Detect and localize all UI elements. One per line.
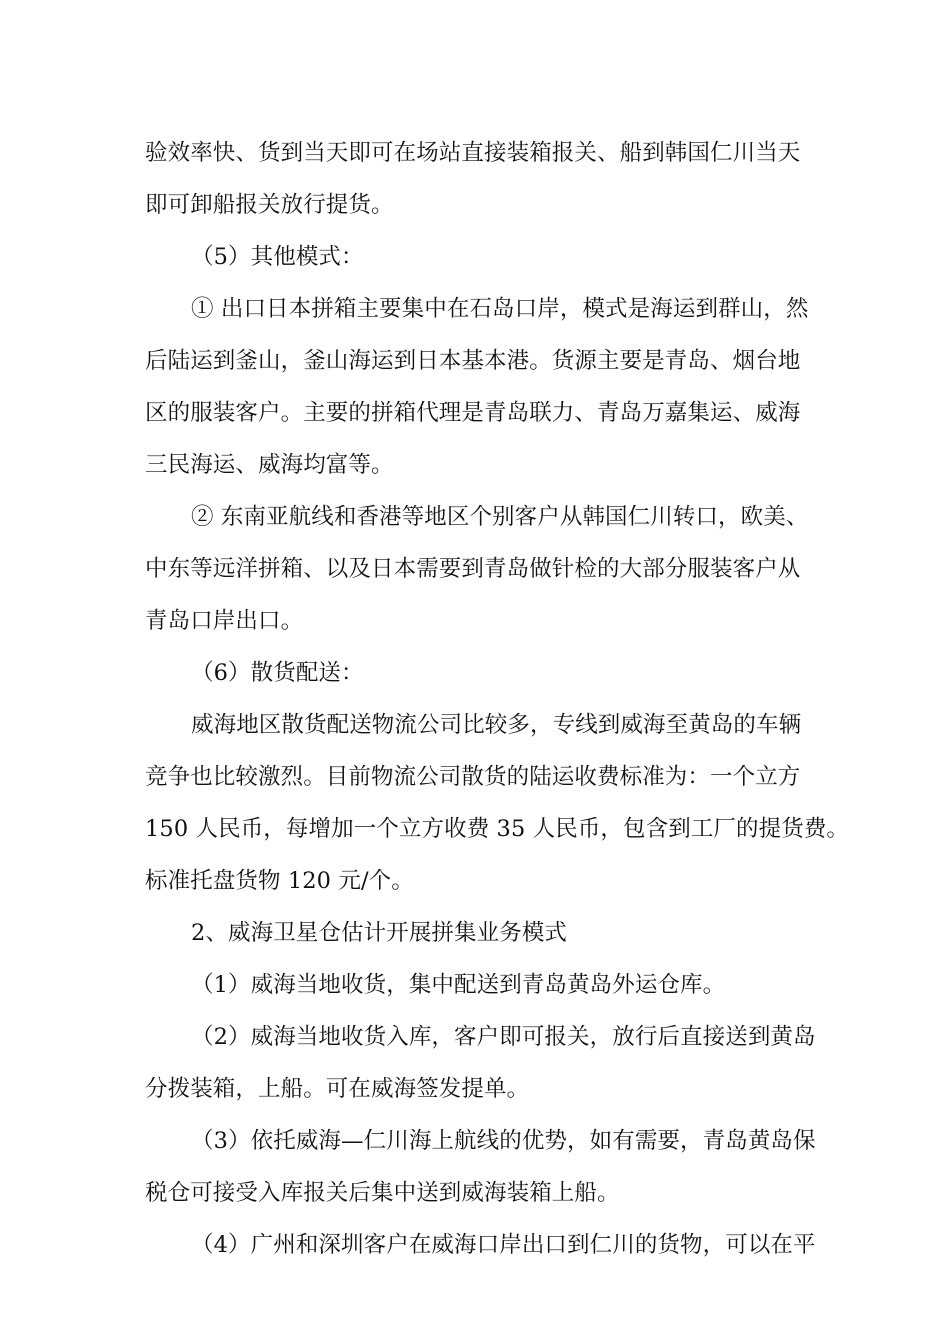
section-heading: （6）散货配送： [191, 660, 364, 686]
paragraph-line: 中东等远洋拼箱、以及日本需要到青岛做针检的大部分服装客户从 [145, 556, 801, 582]
paragraph-line: （3）依托威海—仁川海上航线的优势，如有需要，青岛黄岛保 [191, 1128, 816, 1154]
paragraph-line: 威海地区散货配送物流公司比较多，专线到威海至黄岛的车辆 [191, 712, 802, 738]
section-heading: （5）其他模式： [191, 244, 364, 270]
paragraph-line: ② 东南亚航线和香港等地区个别客户从韩国仁川转口，欧美、 [191, 504, 809, 530]
paragraph-line: 三民海运、威海均富等。 [145, 452, 394, 478]
paragraph-line: 竞争也比较激烈。目前物流公司散货的陆运收费标准为：一个立方 [145, 764, 801, 790]
paragraph-line: 区的服装客户。主要的拼箱代理是青岛联力、青岛万嘉集运、威海 [145, 400, 801, 426]
document-page [145, 127, 850, 1271]
paragraph-line: 标准托盘货物 120 元/个。 [145, 868, 414, 894]
paragraph-line: ① 出口日本拼箱主要集中在石岛口岸，模式是海运到群山，然 [191, 296, 809, 322]
paragraph-line: 青岛口岸出口。 [145, 608, 304, 634]
paragraph-line: （1）威海当地收货，集中配送到青岛黄岛外运仓库。 [191, 972, 726, 998]
paragraph-line: 税仓可接受入库报关后集中送到威海装箱上船。 [145, 1180, 620, 1206]
section-heading: 2、威海卫星仓估计开展拼集业务模式 [191, 920, 568, 946]
paragraph-line: 后陆运到釜山，釜山海运到日本基本港。货源主要是青岛、烟台地 [145, 348, 801, 374]
paragraph-line: 即可卸船报关放行提货。 [145, 192, 394, 218]
paragraph-line: 分拨装箱，上船。可在威海签发提单。 [145, 1076, 530, 1102]
paragraph-line: （2）威海当地收货入库，客户即可报关，放行后直接送到黄岛 [191, 1024, 816, 1050]
paragraph-line: （4）广州和深圳客户在威海口岸出口到仁川的货物，可以在平 [191, 1232, 816, 1258]
paragraph-line: 150 人民币，每增加一个立方收费 35 人民币，包含到工厂的提货费。 [145, 816, 850, 842]
paragraph-line: 验效率快、货到当天即可在场站直接装箱报关、船到韩国仁川当天 [145, 140, 801, 166]
